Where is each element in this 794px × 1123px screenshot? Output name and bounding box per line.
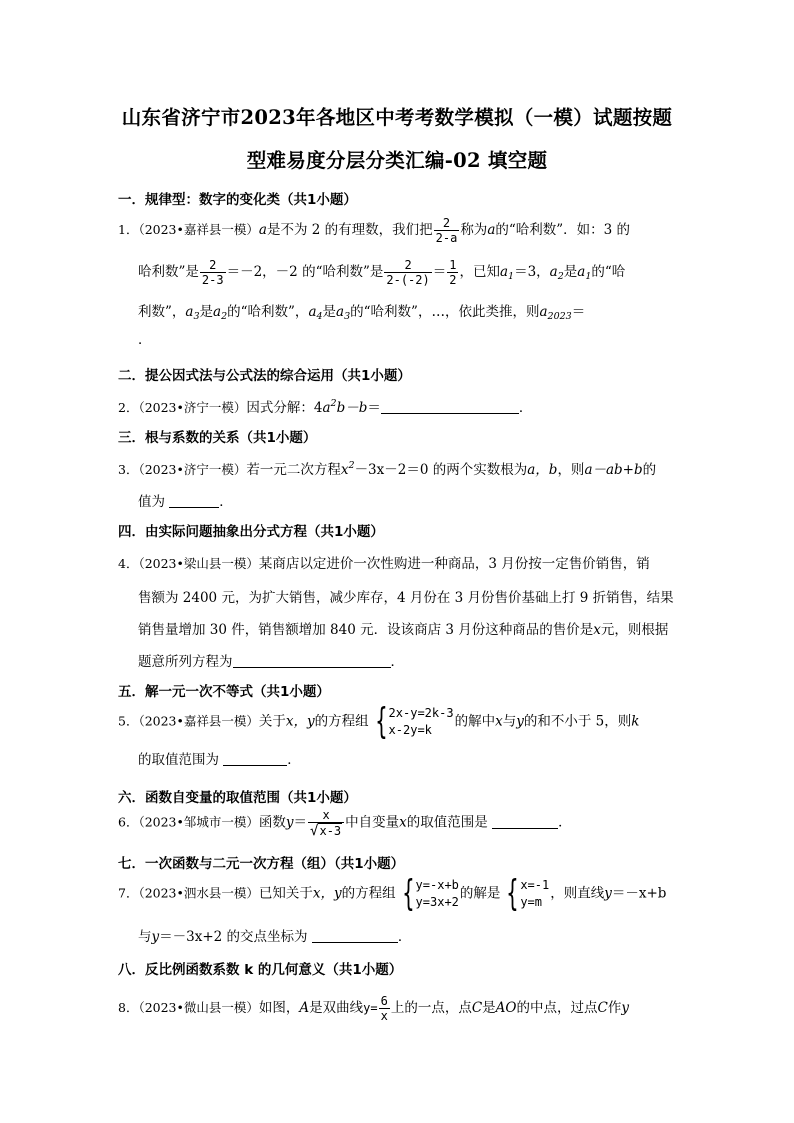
section-heading-8: 八．反比例函数系数 k 的几何意义（共1小题）: [118, 962, 403, 978]
var-a: a: [487, 222, 496, 238]
question-3-line-1: [118, 458, 656, 478]
text: 是双曲线: [309, 1000, 364, 1016]
text: 的中点，过点: [516, 1000, 598, 1016]
question-3-line-2: 值为 ．: [138, 494, 233, 510]
question-4-line-3: [138, 618, 668, 638]
expr-x-squared: $x^2$: [340, 460, 355, 478]
text: 的取值范围为: [138, 752, 219, 768]
text: 如图，: [258, 1000, 300, 1016]
var-a: a: [258, 222, 267, 238]
var-a2: $a_2$: [213, 304, 228, 322]
question-5-source: 5．（2023•嘉祥县一模）: [118, 713, 259, 729]
var-a2: $a_2$: [549, 264, 564, 282]
document-title-line-2: 型难易度分层分类汇编-02 填空题: [246, 149, 548, 172]
text: 的“哈: [591, 264, 626, 280]
var-y: y: [621, 1000, 629, 1016]
var-x: x: [399, 814, 407, 831]
text: 中自变量: [345, 814, 400, 831]
text: ＝: [432, 264, 447, 280]
question-1-line-1: [118, 216, 630, 245]
question-1-line-4: ．: [138, 332, 152, 348]
text: 作: [607, 1000, 622, 1016]
text: 的取值范围是: [406, 814, 488, 831]
question-1-line-3: [138, 300, 585, 320]
text: ，则直线: [550, 885, 605, 902]
var-a1: $a_1$: [577, 264, 592, 282]
vars-a-b: a，b: [527, 462, 558, 478]
question-3-source: 3．（2023•济宁一模）: [118, 462, 247, 477]
document-title-line-1: 山东省济宁市2023年各地区中考考数学模拟（一模）试题按题: [121, 106, 673, 129]
text: 的解是: [459, 885, 501, 902]
var-C: C: [471, 1000, 483, 1016]
section-heading-6: 六．函数自变量的取值范围（共1小题）: [118, 790, 357, 806]
vars-x-y: x，y: [312, 885, 342, 902]
answer-blank-6[interactable]: [492, 814, 558, 829]
text: 称为: [460, 222, 488, 238]
text: ．: [518, 400, 533, 416]
var-a3: $a_3$: [336, 304, 351, 322]
text: 利数”，: [138, 304, 186, 320]
text: 的“哈利数”．如：3 的: [495, 222, 631, 238]
text: ＝: [571, 304, 586, 320]
text: ＝－3x+2 的交点坐标为: [159, 929, 308, 945]
text: 的方程组: [341, 885, 396, 902]
fraction-6-over-x: $\frac{6}{x}$: [380, 994, 388, 1023]
text: 哈利数”是: [138, 264, 199, 280]
var-x: x: [593, 622, 601, 638]
question-8-source: 8．（2023•微山县一模）: [118, 1000, 259, 1015]
text: 因式分解：4: [246, 400, 323, 416]
question-4-line-2: 售额为 2400 元，为扩大销售，减少库存，4 月份在 3 月份售价基础上打 9 折销售，结果: [138, 590, 674, 606]
section-heading-1: 一．规律型：数字的变化类（共1小题）: [118, 192, 357, 208]
section-heading-3: 三．根与系数的关系（共1小题）: [118, 430, 317, 446]
section-heading-4: 四．由实际问题抽象出分式方程（共1小题）: [118, 524, 384, 540]
section-heading-7: 七．一次函数与二元一次方程（组）（共1小题）: [118, 856, 405, 872]
text: －3x－2＝0 的两个实数根为: [354, 462, 528, 478]
text: 是: [322, 304, 337, 320]
expr-a-minus-ab-plus-b: a－ab+b: [584, 462, 643, 478]
text: 是: [563, 264, 578, 280]
text: 的解中: [454, 713, 496, 730]
question-7-line-2: 与y＝－3x+2 的交点坐标为 ．: [138, 929, 412, 945]
fraction-2-over-2-minus-a: $\frac{2}{2-a}$: [435, 216, 458, 245]
var-x: x: [495, 713, 503, 730]
solution-system-7: { x=-1 y=m: [506, 873, 550, 914]
section-heading-2: 二．提公因式法与公式法的综合运用（共1小题）: [118, 368, 411, 384]
text: 的方程组: [314, 713, 369, 730]
question-7-source: 7．（2023•泗水县一模）: [118, 885, 259, 901]
text: 上的一点，点: [390, 1000, 472, 1016]
text: ＝－2，－2 的“哈利数”是: [226, 264, 384, 280]
var-a3: $a_3$: [185, 304, 200, 322]
section-heading-5: 五．解一元一次不等式（共1小题）: [118, 684, 330, 700]
var-a2023: $a_{2023}$: [539, 304, 572, 322]
var-a4: $a_4$: [308, 304, 323, 322]
text: 某商店以定进价一次性购进一种商品，3 月份按一定售价销售，销: [258, 556, 650, 572]
text: ＝: [367, 400, 381, 416]
var-y: y=: [363, 1001, 378, 1015]
text: ，则: [557, 462, 585, 478]
answer-blank-4[interactable]: [233, 653, 391, 668]
question-4-source: 4．（2023•梁山县一模）: [118, 556, 259, 571]
fraction-x-over-sqrt-x-minus-3: x √ x-3: [308, 808, 344, 838]
text: 若一元二次方程: [246, 462, 341, 478]
question-1-source: 1．（2023•嘉祥县一模）: [118, 222, 259, 237]
equation-system-7: { y=-x+b y=3x+2: [401, 873, 459, 914]
text: 的和不小于 5，则: [523, 713, 632, 730]
var-y: y: [604, 885, 612, 902]
question-6-source: 6．（2023•邹城市一模）: [118, 814, 259, 830]
question-4-line-4: 题意所列方程为 ．: [138, 654, 404, 670]
text: 与: [138, 929, 152, 945]
answer-blank-7[interactable]: [312, 928, 398, 943]
text: 与: [502, 713, 517, 730]
var-k: k: [631, 713, 640, 730]
question-7-line-1: [118, 873, 667, 914]
text: ＝3，: [514, 264, 550, 280]
text: 的: [642, 462, 657, 478]
question-8-line-1: [118, 994, 629, 1023]
text: 是: [199, 304, 214, 320]
var-A: A: [299, 1000, 310, 1016]
var-y: y: [516, 713, 524, 730]
question-4-line-1: [118, 552, 650, 572]
text: 已知关于: [258, 885, 313, 902]
text: ，已知: [459, 264, 500, 280]
question-2-source: 2．（2023•济宁一模）: [118, 400, 247, 415]
text: 值为: [138, 494, 165, 510]
fraction-2-over-2-minus-neg-2: $\frac{2}{2-(-2)}$: [386, 258, 430, 287]
text: ＝－x+b: [611, 885, 667, 902]
text: 函数: [258, 814, 286, 831]
var-a1: $a_1$: [499, 264, 515, 282]
question-5-line-1: [118, 701, 640, 742]
var-AO: AO: [495, 1000, 517, 1016]
expr-a2b-minus-b: $a^2b-b$: [322, 398, 368, 416]
text: 元，则根据: [600, 622, 669, 638]
text: 销售量增加 30 件，销售额增加 840 元．设该商店 3 月份这种商品的售价是: [138, 622, 594, 638]
answer-blank-5[interactable]: [223, 751, 287, 766]
question-2-line-1: [118, 396, 532, 416]
answer-blank-3[interactable]: [169, 493, 219, 508]
var-y: y: [285, 814, 294, 831]
text: 的“哈利数”，…，依此类推，则: [350, 304, 540, 320]
answer-blank-2[interactable]: [381, 399, 519, 414]
question-1-line-2: [138, 258, 625, 287]
text: 关于: [258, 713, 286, 730]
text: 是不为 2 的有理数，我们把: [266, 222, 433, 238]
var-C: C: [597, 1000, 608, 1016]
equation-system-5: { 2x-y=2k-3 x-2y=k: [374, 701, 454, 742]
text: 的“哈利数”，: [227, 304, 309, 320]
question-5-line-2: 的取值范围为 ．: [138, 752, 301, 768]
text: 题意所列方程为: [138, 654, 233, 670]
question-6-line-1: 6．（2023•邹城市一模）函数y＝ x √ x-3 中自变量x的取值范围是 ．: [118, 808, 572, 839]
vars-x-y: x，y: [285, 713, 315, 730]
fraction-1-over-2: $\frac{1}{2}$: [449, 258, 457, 287]
var-y: y: [151, 929, 160, 945]
text: 是: [482, 1000, 496, 1016]
fraction-2-over-2-minus-3: $\frac{2}{2-3}$: [201, 258, 224, 287]
